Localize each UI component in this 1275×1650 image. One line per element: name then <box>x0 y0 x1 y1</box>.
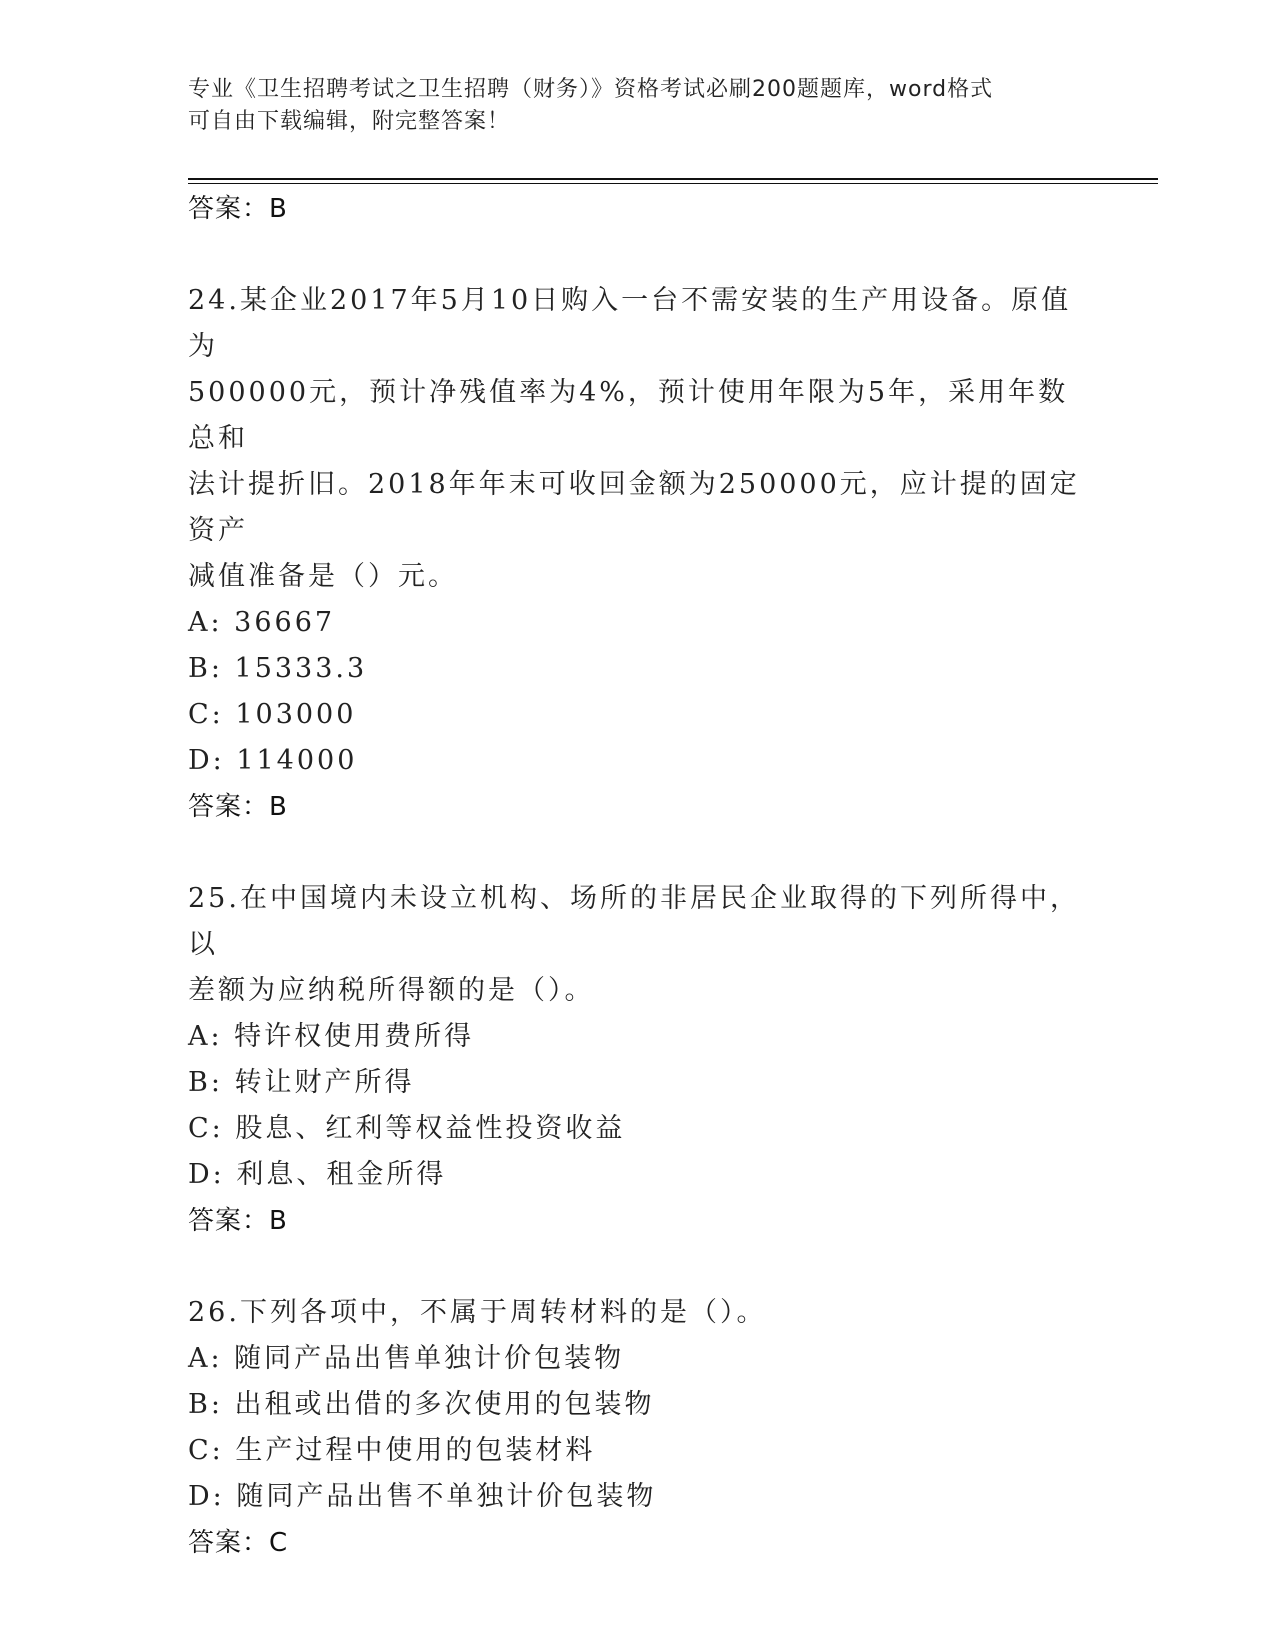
question-stem-line: 500000元，预计净残值率为4%，预计使用年限为5年，采用年数总和 <box>188 377 1069 454</box>
question-stem-line: 差额为应纳税所得额的是（）。 <box>188 975 595 1006</box>
option-a: A: 特许权使用费所得 <box>188 1021 475 1052</box>
spacer <box>188 1244 1088 1290</box>
header-line-1: 专业《卫生招聘考试之卫生招聘（财务）》资格考试必刷200题题库，word格式 <box>188 77 994 102</box>
question-stem-line: 法计提折旧。2018年年末可收回金额为250000元，应计提的固定资产 <box>188 469 1080 546</box>
option-b: B: 15333.3 <box>188 653 368 684</box>
header-divider-thick <box>188 178 1158 180</box>
option-d: D: 利息、租金所得 <box>188 1159 447 1190</box>
document-body <box>188 186 1088 1566</box>
answer-line: 答案：B <box>188 792 288 822</box>
header-divider-thin <box>188 183 1158 184</box>
option-c: C: 生产过程中使用的包装材料 <box>188 1435 596 1466</box>
option-d: D: 114000 <box>188 745 358 776</box>
header-line-2: 可自由下载编辑，附完整答案！ <box>188 109 511 134</box>
question-block <box>188 1290 1088 1566</box>
question-block <box>188 876 1088 1244</box>
answer-line: 答案：B <box>188 1206 288 1236</box>
option-b: B: 转让财产所得 <box>188 1067 415 1098</box>
option-a: A: 随同产品出售单独计价包装物 <box>188 1343 625 1374</box>
answer-line: 答案：B <box>188 194 288 224</box>
option-d: D: 随同产品出售不单独计价包装物 <box>188 1481 657 1512</box>
option-c: C: 股息、红利等权益性投资收益 <box>188 1113 626 1144</box>
question-stem-line: 26.下列各项中，不属于周转材料的是（）。 <box>188 1297 767 1328</box>
option-a: A: 36667 <box>188 607 336 638</box>
option-c: C: 103000 <box>188 699 357 730</box>
spacer <box>188 232 1088 278</box>
question-stem-line: 24.某企业2017年5月10日购入一台不需安装的生产用设备。原值为 <box>188 285 1072 362</box>
question-stem-line: 减值准备是（）元。 <box>188 561 458 592</box>
question-block <box>188 278 1088 830</box>
question-stem-line: 25.在中国境内未设立机构、场所的非居民企业取得的下列所得中，以 <box>188 883 1080 960</box>
answer-line: 答案：C <box>188 1528 289 1558</box>
spacer <box>188 830 1088 876</box>
option-b: B: 出租或出借的多次使用的包装物 <box>188 1389 655 1420</box>
page-header <box>188 74 1088 138</box>
